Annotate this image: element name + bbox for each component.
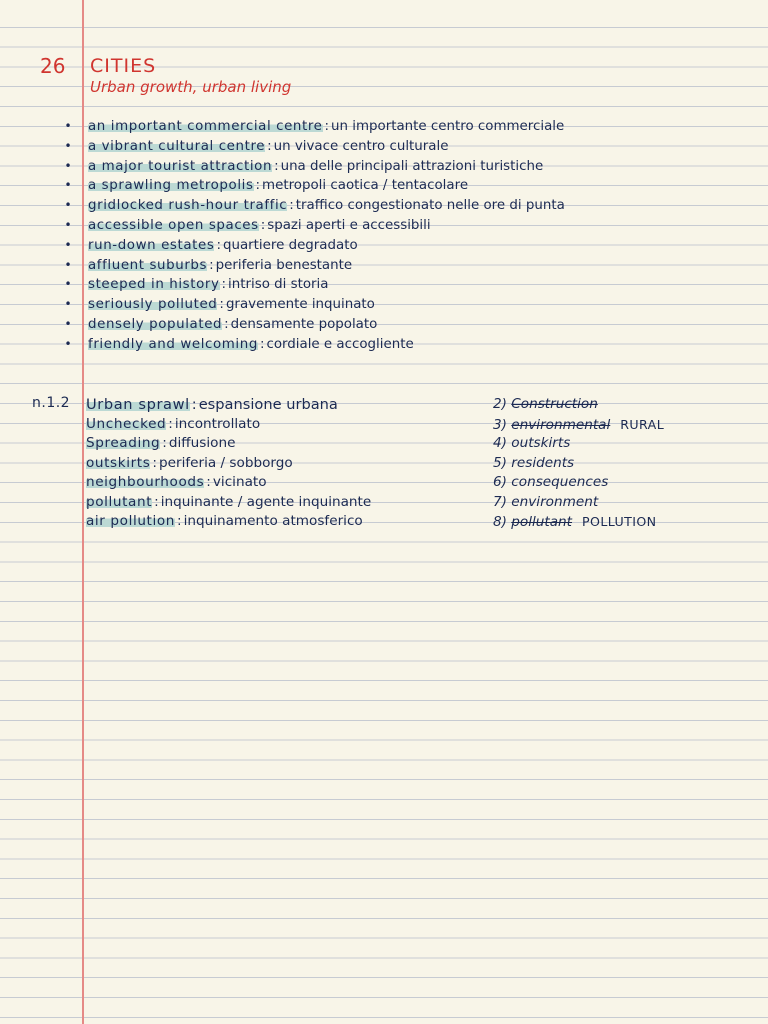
separator: :: [154, 493, 159, 510]
exercise-term: outskirts: [86, 454, 151, 471]
separator: :: [176, 513, 182, 529]
exercise-item: [86, 434, 371, 454]
exercise-term: Unchecked: [86, 415, 167, 432]
bullet-icon: •: [64, 257, 72, 272]
bullet-icon: •: [64, 237, 72, 252]
vocab-term: a vibrant cultural centre: [88, 138, 266, 154]
answer-text: environmental: [511, 416, 611, 433]
vocab-item: [64, 256, 565, 276]
bullet-icon: •: [64, 217, 72, 232]
vocab-item: [64, 157, 565, 177]
answer-item: [493, 454, 664, 474]
answer-number: 6): [493, 474, 507, 490]
bullet-icon: •: [64, 138, 72, 153]
separator: :: [267, 138, 272, 154]
page-number: 26: [40, 54, 66, 78]
vocab-item: [64, 315, 565, 335]
bullet-icon: •: [64, 178, 72, 193]
exercise-item: [86, 473, 371, 493]
vocab-term: friendly and welcoming: [88, 336, 258, 352]
vocab-translation: metropoli caotica / tentacolare: [262, 178, 469, 194]
separator: :: [162, 435, 167, 451]
vocab-term: run-down estates: [88, 237, 215, 253]
vocab-term: gridlocked rush-hour traffic: [88, 198, 288, 214]
answer-item: [493, 395, 664, 415]
vocab-translation: spazi aperti e accessibili: [267, 217, 431, 233]
vocab-term: accessible open spaces: [88, 217, 259, 233]
vocab-translation: una delle principali attrazioni turistiche: [280, 158, 544, 174]
answer-text: environment: [511, 493, 599, 510]
vocab-translation: quartiere degradato: [222, 237, 358, 253]
answer-number: 5): [493, 454, 507, 471]
vocab-translation: densamente popolato: [230, 316, 378, 332]
answer-note: RURAL: [620, 416, 665, 432]
bullet-icon: •: [64, 297, 72, 312]
vocab-item: [64, 275, 565, 295]
answer-note: POLLUTION: [582, 514, 657, 529]
exercise-term: Spreading: [86, 435, 161, 451]
bullet-icon: •: [64, 316, 72, 331]
bullet-icon: •: [64, 198, 72, 213]
vocab-item: [64, 295, 565, 315]
separator: :: [289, 198, 294, 214]
separator: :: [191, 396, 197, 413]
answer-text: Construction: [511, 396, 598, 412]
answer-text: residents: [511, 454, 575, 471]
exercise-item: [86, 395, 371, 415]
vocab-translation: cordiale e accogliente: [266, 336, 414, 352]
exercise-vocabulary-list: [86, 395, 371, 532]
separator: :: [216, 237, 221, 253]
answer-item: [493, 434, 664, 454]
answer-item: [493, 473, 664, 493]
answer-item: [493, 512, 664, 532]
answer-number: 8): [493, 514, 507, 530]
vocab-item: [64, 196, 565, 216]
separator: :: [206, 474, 211, 490]
answer-text: consequences: [511, 474, 609, 490]
vocab-item: [64, 117, 565, 137]
exercise-term: Urban sprawl: [86, 396, 190, 413]
bullet-icon: •: [64, 277, 72, 292]
vocab-term: a major tourist attraction: [88, 158, 273, 174]
separator: :: [152, 454, 157, 471]
exercise-item: [86, 454, 371, 474]
vocabulary-list: [64, 117, 565, 355]
vocab-translation: un importante centro commerciale: [331, 119, 565, 134]
exercise-term: air pollution: [86, 513, 175, 529]
answer-number: 3): [493, 416, 507, 433]
exercise-item: [86, 512, 371, 532]
vocab-item: [64, 236, 565, 256]
separator: :: [260, 217, 266, 233]
separator: :: [168, 415, 173, 432]
separator: :: [259, 336, 265, 352]
exercise-translation: vicinato: [212, 474, 267, 490]
bullet-icon: •: [64, 119, 72, 133]
exercise-translation: periferia / sobborgo: [159, 454, 293, 471]
answer-number: 4): [493, 435, 507, 451]
separator: :: [209, 257, 214, 273]
answer-number: 7): [493, 493, 507, 510]
exercise-translation: inquinamento atmosferico: [183, 513, 363, 529]
bullet-icon: •: [64, 158, 72, 173]
exercise-translation: espansione urbana: [198, 396, 338, 413]
vocab-item: [64, 137, 565, 157]
exercise-label: n.1.2: [32, 395, 71, 411]
separator: :: [324, 119, 330, 134]
vocab-term: seriously polluted: [88, 297, 218, 313]
separator: :: [221, 277, 227, 293]
exercise-answers-list: [493, 395, 664, 532]
exercise-term: pollutant: [86, 493, 153, 510]
separator: :: [274, 158, 279, 174]
exercise-translation: inquinante / agente inquinante: [160, 493, 372, 510]
vocab-item: [64, 216, 565, 236]
answer-text: outskirts: [511, 435, 571, 451]
vocab-translation: periferia benestante: [215, 257, 353, 273]
exercise-translation: diffusione: [168, 435, 236, 451]
vocab-term: steeped in history: [88, 277, 220, 293]
separator: :: [255, 178, 261, 194]
separator: :: [224, 316, 229, 332]
exercise-item: [86, 493, 371, 513]
answer-number: 2): [493, 396, 507, 412]
separator: :: [219, 297, 224, 313]
bullet-icon: •: [64, 336, 72, 351]
page-title: CITIES: [90, 55, 157, 77]
vocab-item: [64, 176, 565, 196]
answer-text: pollutant: [511, 514, 573, 530]
vocab-term: affluent suburbs: [88, 257, 208, 273]
vocab-translation: traffico congestionato nelle ore di punta: [295, 198, 565, 214]
answer-item: [493, 493, 664, 513]
answer-item: [493, 415, 664, 435]
vocab-item: [64, 335, 565, 355]
exercise-translation: incontrollato: [174, 415, 261, 432]
vocab-term: an important commercial centre: [88, 119, 323, 134]
exercise-term: neighbourhoods: [86, 474, 205, 490]
vocab-term: a sprawling metropolis: [88, 178, 254, 194]
exercise-item: [86, 415, 371, 435]
vocab-term: densely populated: [88, 316, 223, 332]
vocab-translation: gravemente inquinato: [225, 297, 375, 313]
vocab-translation: intriso di storia: [228, 277, 329, 293]
vocab-translation: un vivace centro culturale: [273, 138, 449, 154]
page-subtitle: Urban growth, urban living: [90, 78, 292, 96]
